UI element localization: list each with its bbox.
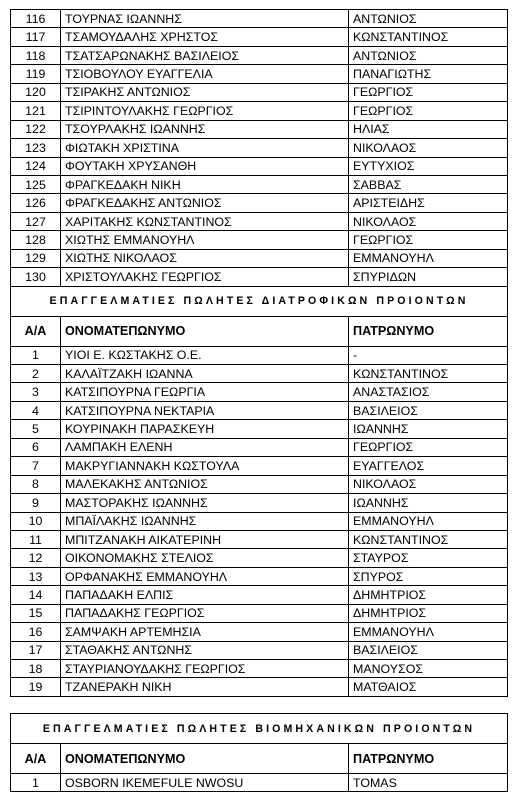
row-fullname: OSBORN IKEMEFULE NWOSU [61, 774, 349, 792]
row-patronymic: ΑΝΤΩΝΙΟΣ [349, 10, 508, 28]
row-patronymic: ΒΑΣΙΛΕΙΟΣ [349, 401, 508, 419]
row-patronymic: ΙΩΑΝΝΗΣ [349, 420, 508, 438]
row-patronymic: ΕΥΤΥΧΙΟΣ [349, 157, 508, 175]
row-patronymic: ΝΙΚΟΛΑΟΣ [349, 139, 508, 157]
row-patronymic: ΒΑΣΙΛΕΙΟΣ [349, 641, 508, 659]
row-patronymic: ΣΤΑΥΡΟΣ [349, 549, 508, 567]
row-fullname: ΚΑΤΣΙΠΟΥΡΝΑ ΓΕΩΡΓΙΑ [61, 383, 349, 401]
row-number: 5 [11, 420, 61, 438]
table-row [11, 774, 508, 792]
row-fullname: ΚΑΤΣΙΠΟΥΡΝΑ ΝΕΚΤΑΡΙΑ [61, 401, 349, 419]
table-row [11, 549, 508, 567]
row-number: 8 [11, 475, 61, 493]
table-row [11, 586, 508, 604]
row-fullname: ΟΡΦΑΝΑΚΗΣ ΕΜΜΑΝΟΥΗΛ [61, 567, 349, 585]
header-num: Α/Α [11, 744, 61, 774]
food-section-header-row [11, 316, 508, 346]
row-fullname: ΥΙΟΙ Ε. ΚΩΣΤΑΚΗΣ Ο.Ε. [61, 346, 349, 364]
row-number: 119 [11, 65, 61, 83]
industrial-section-title-row [11, 714, 508, 744]
industrial-section-header-row [11, 744, 508, 774]
row-fullname: ΤΣΙΡΑΚΗΣ ΑΝΤΩΝΙΟΣ [61, 83, 349, 101]
table-row [11, 65, 508, 83]
row-number: 9 [11, 494, 61, 512]
table-row [11, 604, 508, 622]
row-fullname: ΦΙΩΤΑΚΗ ΧΡΙΣΤΙΝΑ [61, 139, 349, 157]
row-number: 123 [11, 139, 61, 157]
industrial-list-body [11, 774, 508, 792]
row-fullname: ΣΤΑΘΑΚΗΣ ΑΝΤΩΝΗΣ [61, 641, 349, 659]
row-number: 11 [11, 530, 61, 548]
row-number: 13 [11, 567, 61, 585]
vendors-table-bottom [10, 713, 508, 792]
row-patronymic: ΓΕΩΡΓΙΟΣ [349, 83, 508, 101]
row-fullname: ΣΤΑΥΡΙΑΝΟΥΔΑΚΗΣ ΓΕΩΡΓΙΟΣ [61, 660, 349, 678]
row-number: 118 [11, 46, 61, 64]
row-fullname: ΤΣΑΤΣΑΡΩΝΑΚΗΣ ΒΑΣΙΛΕΙΟΣ [61, 46, 349, 64]
row-number: 130 [11, 268, 61, 286]
table-row [11, 120, 508, 138]
row-number: 17 [11, 641, 61, 659]
row-number: 116 [11, 10, 61, 28]
row-patronymic: ΝΙΚΟΛΑΟΣ [349, 475, 508, 493]
vendors-table-top [10, 9, 508, 697]
table-row [11, 346, 508, 364]
table-row [11, 28, 508, 46]
row-number: 6 [11, 438, 61, 456]
row-number: 1 [11, 774, 61, 792]
table-row [11, 365, 508, 383]
table-row [11, 567, 508, 585]
industrial-section [11, 714, 508, 774]
row-number: 1 [11, 346, 61, 364]
row-patronymic: - [349, 346, 508, 364]
table-row [11, 249, 508, 267]
row-number: 126 [11, 194, 61, 212]
row-patronymic: ΕΥΑΓΓΕΛΟΣ [349, 457, 508, 475]
row-patronymic: ΣΑΒΒΑΣ [349, 175, 508, 193]
table-row [11, 10, 508, 28]
row-fullname: ΠΑΠΑΔΑΚΗΣ ΓΕΩΡΓΙΟΣ [61, 604, 349, 622]
table-row [11, 641, 508, 659]
row-fullname: ΣΑΜΨΑΚΗ ΑΡΤΕΜΗΣΙΑ [61, 623, 349, 641]
row-patronymic: ΓΕΩΡΓΙΟΣ [349, 438, 508, 456]
row-patronymic: ΑΡΙΣΤΕΙΔΗΣ [349, 194, 508, 212]
row-fullname: ΚΑΛΑΪΤΖΑΚΗ ΙΩΑΝΝΑ [61, 365, 349, 383]
row-patronymic: ΚΩΝΣΤΑΝΤΙΝΟΣ [349, 530, 508, 548]
table-row [11, 268, 508, 286]
food-section [11, 286, 508, 346]
row-number: 10 [11, 512, 61, 530]
food-section-title-row [11, 286, 508, 316]
table-row [11, 102, 508, 120]
row-fullname: ΤΣΙΟΒΟΥΛΟΥ ΕΥΑΓΓΕΛΙΑ [61, 65, 349, 83]
row-number: 117 [11, 28, 61, 46]
row-number: 128 [11, 231, 61, 249]
row-fullname: ΦΟΥΤΑΚΗ ΧΡΥΣΑΝΘΗ [61, 157, 349, 175]
row-fullname: ΜΑΛΕΚΑΚΗΣ ΑΝΤΩΝΙΟΣ [61, 475, 349, 493]
row-fullname: ΦΡΑΓΚΕΔΑΚΗΣ ΑΝΤΩΝΙΟΣ [61, 194, 349, 212]
row-number: 15 [11, 604, 61, 622]
row-patronymic: ΚΩΝΣΤΑΝΤΙΝΟΣ [349, 365, 508, 383]
row-fullname: ΛΑΜΠΑΚΗ ΕΛΕΝΗ [61, 438, 349, 456]
row-patronymic: ΗΛΙΑΣ [349, 120, 508, 138]
row-patronymic: ΜΑΤΘΑΙΟΣ [349, 678, 508, 696]
row-fullname: ΧΑΡΙΤΑΚΗΣ ΚΩΝΣΤΑΝΤΙΝΟΣ [61, 212, 349, 230]
table-row [11, 231, 508, 249]
row-number: 7 [11, 457, 61, 475]
table-row [11, 678, 508, 696]
row-fullname: ΤΖΑΝΕΡΑΚΗ ΝΙΚΗ [61, 678, 349, 696]
row-fullname: ΤΣΙΡΙΝΤΟΥΛΑΚΗΣ ΓΕΩΡΓΙΟΣ [61, 102, 349, 120]
table-row [11, 175, 508, 193]
row-fullname: ΜΑΚΡΥΓΙΑΝΝΑΚΗ ΚΩΣΤΟΥΛΑ [61, 457, 349, 475]
table-row [11, 512, 508, 530]
row-number: 18 [11, 660, 61, 678]
row-number: 12 [11, 549, 61, 567]
header-father: ΠΑΤΡΩΝΥΜΟ [349, 316, 508, 346]
header-name: ΟΝΟΜΑΤΕΠΩΝΥΜΟ [61, 744, 349, 774]
row-number: 4 [11, 401, 61, 419]
header-num: Α/Α [11, 316, 61, 346]
row-number: 3 [11, 383, 61, 401]
row-patronymic: ΣΠΥΡΙΔΩΝ [349, 268, 508, 286]
table-row [11, 660, 508, 678]
row-fullname: ΜΠΑΪΛΑΚΗΣ ΙΩΑΝΝΗΣ [61, 512, 349, 530]
row-fullname: ΤΟΥΡΝΑΣ ΙΩΑΝΝΗΣ [61, 10, 349, 28]
row-fullname: ΧΡΙΣΤΟΥΛΑΚΗΣ ΓΕΩΡΓΙΟΣ [61, 268, 349, 286]
table-row [11, 530, 508, 548]
table-row [11, 194, 508, 212]
row-patronymic: ΑΝΑΣΤΑΣΙΟΣ [349, 383, 508, 401]
table-row [11, 46, 508, 64]
row-number: 129 [11, 249, 61, 267]
row-patronymic: ΣΠΥΡΟΣ [349, 567, 508, 585]
industrial-section-title: ΕΠΑΓΓΕΛΜΑΤΙΕΣ ΠΩΛΗΤΕΣ ΒΙΟΜΗΧΑΝΙΚΩΝ ΠΡΟΙΟΝΤΩΝ [11, 714, 508, 744]
row-patronymic: ΕΜΜΑΝΟΥΗΛ [349, 249, 508, 267]
header-name: ΟΝΟΜΑΤΕΠΩΝΥΜΟ [61, 316, 349, 346]
row-patronymic: ΚΩΝΣΤΑΝΤΙΝΟΣ [349, 28, 508, 46]
row-fullname: ΟΙΚΟΝΟΜΑΚΗΣ ΣΤΕΛΙΟΣ [61, 549, 349, 567]
table-row [11, 623, 508, 641]
row-number: 127 [11, 212, 61, 230]
food-list-body [11, 346, 508, 696]
row-fullname: ΜΑΣΤΟΡΑΚΗΣ ΙΩΑΝΝΗΣ [61, 494, 349, 512]
row-patronymic: TOMAS [349, 774, 508, 792]
row-fullname: ΧΙΩΤΗΣ ΕΜΜΑΝΟΥΗΛ [61, 231, 349, 249]
table-row [11, 438, 508, 456]
table-row [11, 494, 508, 512]
row-fullname: ΧΙΩΤΗΣ ΝΙΚΟΛΑΟΣ [61, 249, 349, 267]
row-patronymic: ΜΑΝΟΥΣΟΣ [349, 660, 508, 678]
row-patronymic: ΑΝΤΩΝΙΟΣ [349, 46, 508, 64]
table-row [11, 401, 508, 419]
row-patronymic: ΓΕΩΡΓΙΟΣ [349, 102, 508, 120]
row-number: 122 [11, 120, 61, 138]
row-patronymic: ΝΙΚΟΛΑΟΣ [349, 212, 508, 230]
row-fullname: ΠΑΠΑΔΑΚΗ ΕΛΠΙΣ [61, 586, 349, 604]
row-fullname: ΦΡΑΓΚΕΔΑΚΗ ΝΙΚΗ [61, 175, 349, 193]
food-section-title: ΕΠΑΓΓΕΛΜΑΤΙΕΣ ΠΩΛΗΤΕΣ ΔΙΑΤΡΟΦΙΚΩΝ ΠΡΟΙΟΝΤΩΝ [11, 286, 508, 316]
row-patronymic: ΕΜΜΑΝΟΥΗΛ [349, 512, 508, 530]
row-fullname: ΜΠΙΤΖΑΝΑΚΗ ΑΙΚΑΤΕΡΙΝΗ [61, 530, 349, 548]
row-number: 124 [11, 157, 61, 175]
row-number: 16 [11, 623, 61, 641]
row-patronymic: ΠΑΝΑΓΙΩΤΗΣ [349, 65, 508, 83]
table-row [11, 457, 508, 475]
continued-list-body [11, 10, 508, 287]
row-number: 2 [11, 365, 61, 383]
row-patronymic: ΕΜΜΑΝΟΥΗΛ [349, 623, 508, 641]
row-fullname: ΤΣΟΥΡΛΑΚΗΣ ΙΩΑΝΝΗΣ [61, 120, 349, 138]
table-row [11, 83, 508, 101]
row-number: 19 [11, 678, 61, 696]
header-father: ΠΑΤΡΩΝΥΜΟ [349, 744, 508, 774]
row-number: 14 [11, 586, 61, 604]
row-patronymic: ΙΩΑΝΝΗΣ [349, 494, 508, 512]
row-fullname: ΚΟΥΡΙΝΑΚΗ ΠΑΡΑΣΚΕΥΗ [61, 420, 349, 438]
row-number: 125 [11, 175, 61, 193]
table-row [11, 383, 508, 401]
table-row [11, 139, 508, 157]
table-row [11, 475, 508, 493]
row-fullname: ΤΣΑΜΟΥΔΑΛΗΣ ΧΡΗΣΤΟΣ [61, 28, 349, 46]
row-patronymic: ΓΕΩΡΓΙΟΣ [349, 231, 508, 249]
row-number: 121 [11, 102, 61, 120]
row-patronymic: ΔΗΜΗΤΡΙΟΣ [349, 604, 508, 622]
row-patronymic: ΔΗΜΗΤΡΙΟΣ [349, 586, 508, 604]
table-row [11, 157, 508, 175]
table-row [11, 420, 508, 438]
table-row [11, 212, 508, 230]
row-number: 120 [11, 83, 61, 101]
